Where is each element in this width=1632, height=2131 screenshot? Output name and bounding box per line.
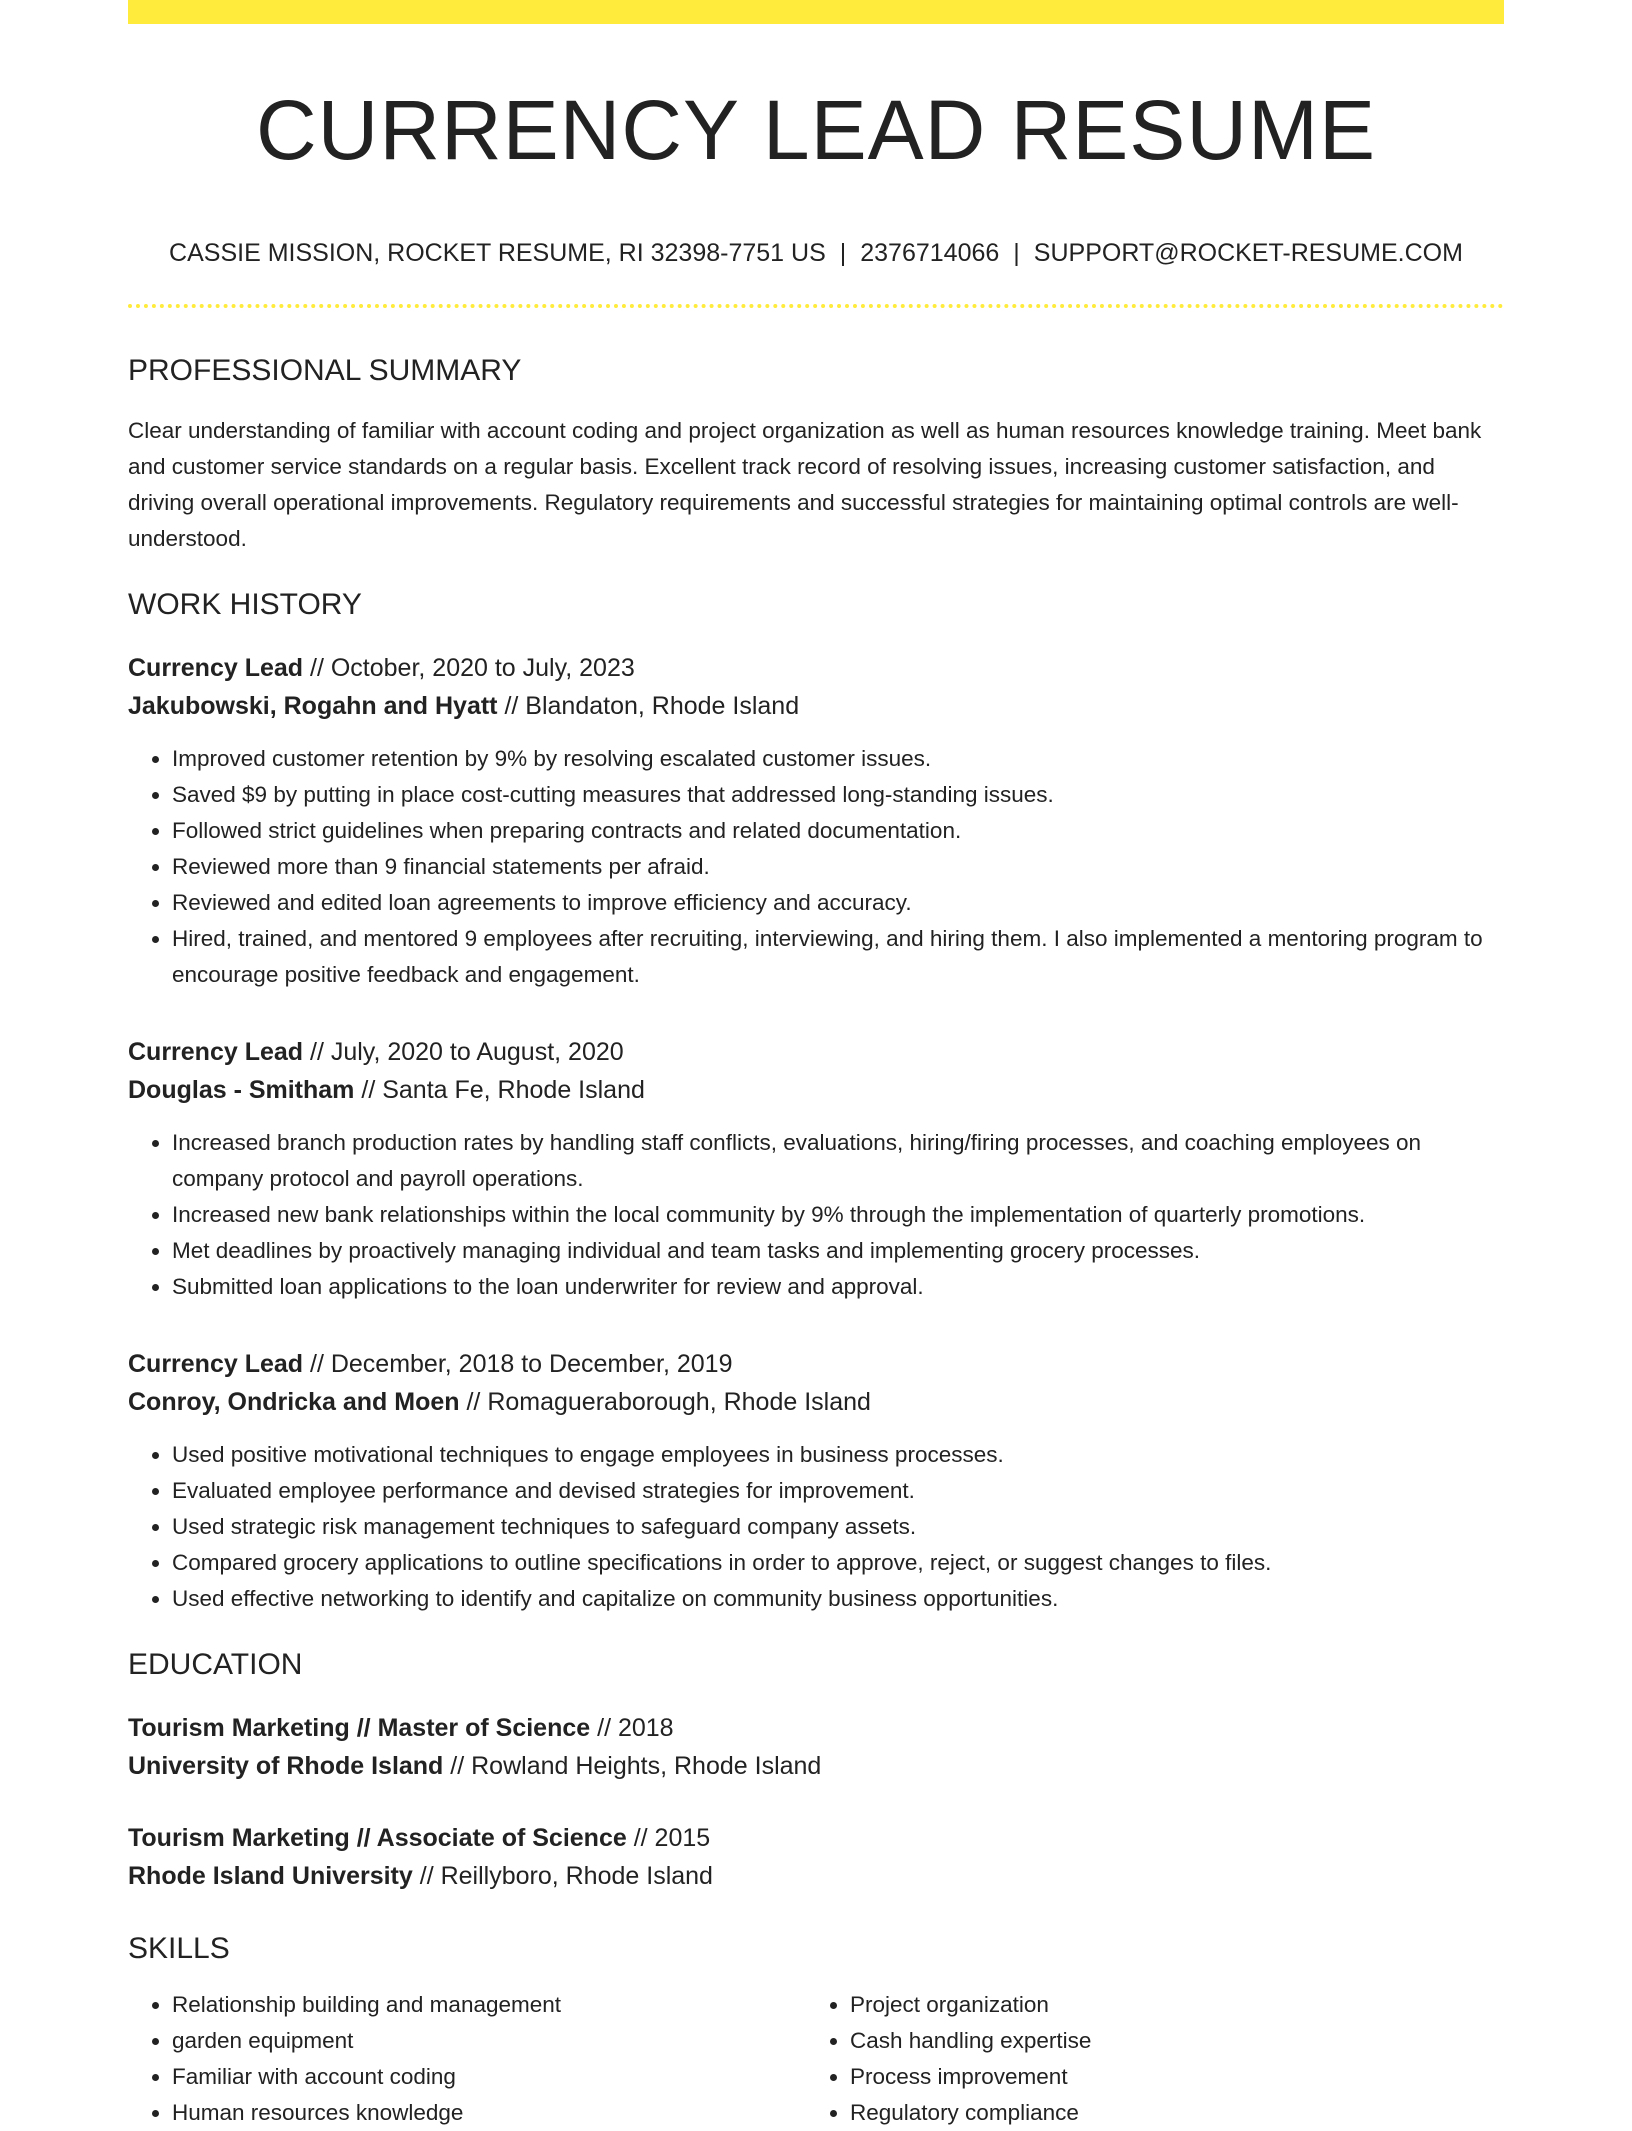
skills-list-left [128,1987,806,2131]
list-item: • Followed strict guidelines when preparing contracts and related documentation. [172,813,1504,849]
education-degree: Tourism Marketing // Associate of Science [128,1824,627,1853]
list-item: • Increased new bank relationships within the local community by 9% through the implementation of quarterly promotions. [172,1197,1504,1233]
skills-list-right [806,1987,1484,2131]
job-company: Douglas - Smitham [128,1076,355,1105]
contact-address: CASSIE MISSION, ROCKET RESUME, RI 32398-7751 US [169,239,826,268]
education-degree-line [128,1819,1504,1857]
job-entry [128,649,1504,993]
accent-top-bar [128,0,1504,24]
skill-item: • Human resources knowledge [172,2095,806,2131]
contact-separator: | [1013,239,1020,268]
list-item: • Saved $9 by putting in place cost-cutting measures that addressed long-standing issues. [172,777,1504,813]
job-title-line [128,1033,1504,1071]
job-company: Jakubowski, Rogahn and Hyatt [128,692,498,721]
section-heading-skills: SKILLS [128,1932,230,1966]
job-company-line [128,1383,1504,1421]
education-school: University of Rhode Island [128,1752,444,1781]
skill-item: • Process improvement [850,2059,1484,2095]
section-heading-work-history: WORK HISTORY [128,588,362,622]
contact-email: SUPPORT@ROCKET-RESUME.COM [1033,239,1463,268]
education-degree-line [128,1709,1504,1747]
skills-grid [128,1987,1504,2131]
job-entry [128,1033,1504,1305]
education-entry [128,1709,1504,1785]
contact-phone: 2376714066 [860,239,1000,268]
resume-title: CURRENCY LEAD RESUME [256,83,1376,177]
skill-item: • garden equipment [172,2023,806,2059]
dotted-divider [128,304,1504,308]
job-location: // Romagueraborough, Rhode Island [459,1388,871,1417]
list-item: • Used effective networking to identify and capitalize on community business opportunities. [172,1581,1504,1617]
job-company-line [128,687,1504,725]
job-dates: // July, 2020 to August, 2020 [303,1038,624,1067]
education-degree: Tourism Marketing // Master of Science [128,1714,591,1743]
job-title: Currency Lead [128,1350,304,1379]
list-item: • Compared grocery applications to outline specifications in order to approve, reject, or suggest changes to files. [172,1545,1504,1581]
list-item: • Submitted loan applications to the loan underwriter for review and approval. [172,1269,1504,1305]
job-company-line [128,1071,1504,1109]
education-year: // 2015 [626,1824,711,1853]
contact-separator: | [839,239,847,268]
job-bullets [128,1125,1504,1305]
education-school: Rhode Island University [128,1862,413,1891]
skill-item: • Cash handling expertise [850,2023,1484,2059]
education-entry [128,1819,1504,1895]
list-item: • Used strategic risk management techniques to safeguard company assets. [172,1509,1504,1545]
job-title-line [128,1345,1504,1383]
education-school-line [128,1857,1504,1895]
contact-line [128,238,1504,268]
section-heading-education: EDUCATION [128,1648,303,1682]
job-title: Currency Lead [128,654,304,683]
education-school-line [128,1747,1504,1785]
list-item: • Evaluated employee performance and devised strategies for improvement. [172,1473,1504,1509]
skill-item: • Regulatory compliance [850,2095,1484,2131]
skill-item: • Familiar with account coding [172,2059,806,2095]
resume-page [128,0,1504,2131]
job-dates: // December, 2018 to December, 2019 [303,1350,733,1379]
job-bullets [128,1437,1504,1617]
list-item: • Hired, trained, and mentored 9 employees after recruiting, interviewing, and hiring them. I also implemented a mentoring program to encourage positive feedback and engagement. [172,921,1504,993]
list-item: • Met deadlines by proactively managing individual and team tasks and implementing grocery processes. [172,1233,1504,1269]
job-bullets [128,741,1504,993]
education-location: // Reillyboro, Rhode Island [412,1862,713,1891]
skill-item: • Relationship building and management [172,1987,806,2023]
job-entry [128,1345,1504,1617]
list-item: • Used positive motivational techniques to engage employees in business processes. [172,1437,1504,1473]
job-dates: // October, 2020 to July, 2023 [303,654,635,683]
skill-item: • Project organization [850,1987,1484,2023]
job-company: Conroy, Ondricka and Moen [128,1388,460,1417]
job-location: // Blandaton, Rhode Island [497,692,800,721]
job-location: // Santa Fe, Rhode Island [354,1076,645,1105]
list-item: • Reviewed and edited loan agreements to improve efficiency and accuracy. [172,885,1504,921]
list-item: • Reviewed more than 9 financial statements per afraid. [172,849,1504,885]
list-item: • Improved customer retention by 9% by resolving escalated customer issues. [172,741,1504,777]
job-title-line [128,649,1504,687]
job-title: Currency Lead [128,1038,304,1067]
education-location: // Rowland Heights, Rhode Island [443,1752,822,1781]
list-item: • Increased branch production rates by handling staff conflicts, evaluations, hiring/firing processes, and coaching employees on company protocol and payroll operations. [172,1125,1504,1197]
education-year: // 2018 [590,1714,674,1743]
summary-text: Clear understanding of familiar with account coding and project organization as well as human resources knowledge training. Meet bank and customer service standards on a regular basis. Excellent track record of resolving issues, increasing customer satisfaction, and driving overall operational improvements. Regulatory requirements and successful strategies for maintaining optimal controls are well-understood. [128,418,1482,552]
section-heading-summary: PROFESSIONAL SUMMARY [128,354,522,388]
